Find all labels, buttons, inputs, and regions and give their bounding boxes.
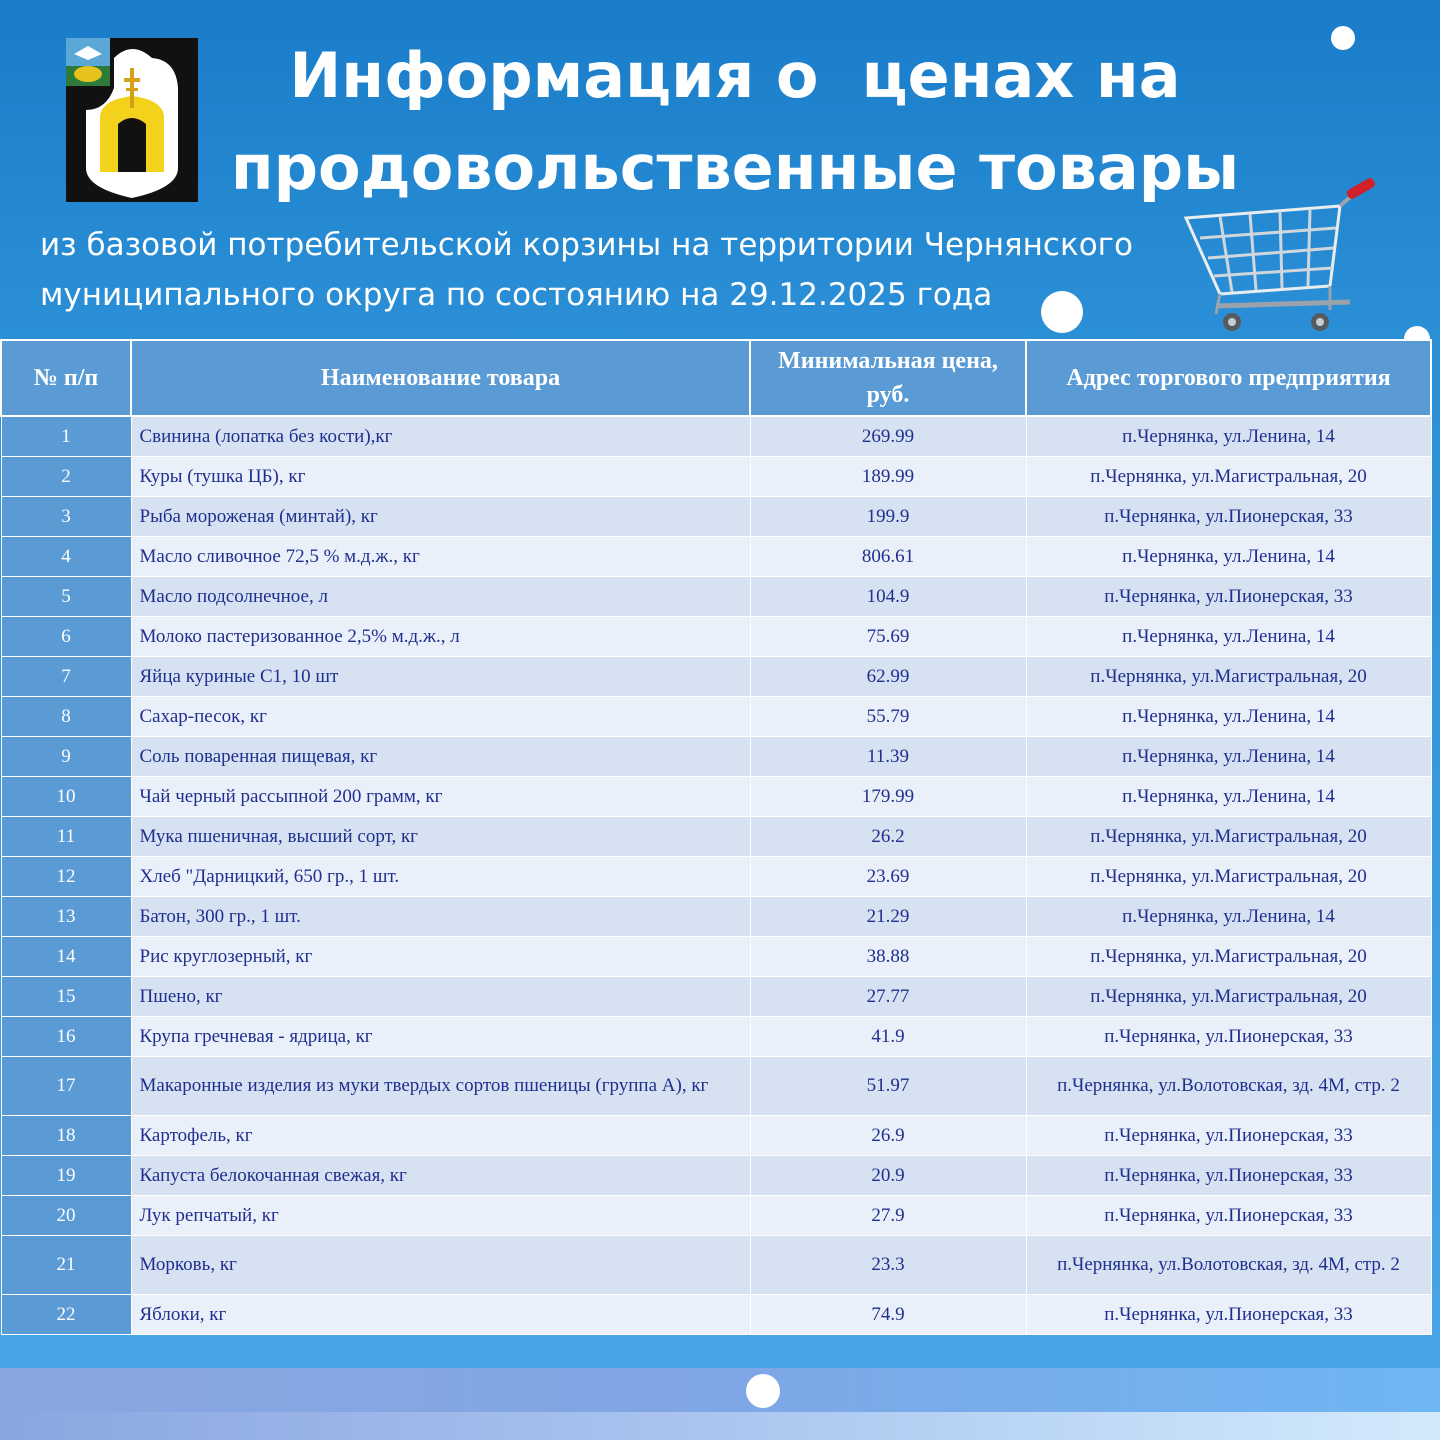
table-row (1, 537, 1431, 577)
product-name: Лук репчатый, кг (131, 1196, 750, 1236)
table-row (1, 497, 1431, 537)
min-price: 20.9 (750, 1156, 1026, 1196)
product-name: Морковь, кг (131, 1236, 750, 1295)
table-header-row (1, 340, 1431, 416)
min-price: 806.61 (750, 537, 1026, 577)
row-number: 15 (1, 977, 131, 1017)
store-address: п.Чернянка, ул.Ленина, 14 (1026, 416, 1431, 457)
header-store-address: Адрес торгового предприятия (1026, 340, 1431, 416)
product-name: Хлеб "Дарницкий, 650 гр., 1 шт. (131, 857, 750, 897)
row-number: 2 (1, 457, 131, 497)
row-number: 17 (1, 1057, 131, 1116)
product-name: Масло сливочное 72,5 % м.д.ж., кг (131, 537, 750, 577)
product-name: Свинина (лопатка без кости),кг (131, 416, 750, 457)
table-row (1, 1017, 1431, 1057)
row-number: 18 (1, 1116, 131, 1156)
row-number: 14 (1, 937, 131, 977)
row-number: 9 (1, 737, 131, 777)
table-row (1, 697, 1431, 737)
min-price: 62.99 (750, 657, 1026, 697)
store-address: п.Чернянка, ул.Ленина, 14 (1026, 697, 1431, 737)
product-name: Куры (тушка ЦБ), кг (131, 457, 750, 497)
product-name: Сахар-песок, кг (131, 697, 750, 737)
row-number: 11 (1, 817, 131, 857)
store-address: п.Чернянка, ул.Ленина, 14 (1026, 537, 1431, 577)
table-row (1, 1156, 1431, 1196)
table-row (1, 937, 1431, 977)
product-name: Рыба мороженая (минтай), кг (131, 497, 750, 537)
min-price: 21.29 (750, 897, 1026, 937)
row-number: 22 (1, 1295, 131, 1335)
product-name: Рис круглозерный, кг (131, 937, 750, 977)
bottom-fade (0, 1412, 1440, 1440)
product-name: Крупа гречневая - ядрица, кг (131, 1017, 750, 1057)
decor-dot-top-right (1331, 26, 1355, 50)
row-number: 12 (1, 857, 131, 897)
row-number: 1 (1, 416, 131, 457)
product-name: Яблоки, кг (131, 1295, 750, 1335)
min-price: 104.9 (750, 577, 1026, 617)
product-name: Молоко пастеризованное 2,5% м.д.ж., л (131, 617, 750, 657)
prices-table (0, 339, 1432, 1335)
min-price: 41.9 (750, 1017, 1026, 1057)
table-row (1, 977, 1431, 1017)
min-price: 27.9 (750, 1196, 1026, 1236)
table-row (1, 737, 1431, 777)
min-price: 179.99 (750, 777, 1026, 817)
row-number: 19 (1, 1156, 131, 1196)
store-address: п.Чернянка, ул.Пионерская, 33 (1026, 1295, 1431, 1335)
min-price: 26.2 (750, 817, 1026, 857)
store-address: п.Чернянка, ул.Пионерская, 33 (1026, 577, 1431, 617)
store-address: п.Чернянка, ул.Ленина, 14 (1026, 737, 1431, 777)
min-price: 269.99 (750, 416, 1026, 457)
store-address: п.Чернянка, ул.Волотовская, зд. 4М, стр. 2 (1026, 1236, 1431, 1295)
store-address: п.Чернянка, ул.Волотовская, зд. 4М, стр. 2 (1026, 1057, 1431, 1116)
min-price: 75.69 (750, 617, 1026, 657)
product-name: Батон, 300 гр., 1 шт. (131, 897, 750, 937)
table-row (1, 1236, 1431, 1295)
store-address: п.Чернянка, ул.Магистральная, 20 (1026, 817, 1431, 857)
row-number: 10 (1, 777, 131, 817)
store-address: п.Чернянка, ул.Магистральная, 20 (1026, 977, 1431, 1017)
store-address: п.Чернянка, ул.Магистральная, 20 (1026, 657, 1431, 697)
row-number: 8 (1, 697, 131, 737)
min-price: 27.77 (750, 977, 1026, 1017)
min-price: 23.69 (750, 857, 1026, 897)
header-number: № п/п (1, 340, 131, 416)
table-row (1, 617, 1431, 657)
header-min-price: Минимальная цена, руб. (750, 340, 1026, 416)
store-address: п.Чернянка, ул.Магистральная, 20 (1026, 857, 1431, 897)
title-line-1: Информация о ценах на (289, 39, 1181, 112)
min-price: 26.9 (750, 1116, 1026, 1156)
min-price: 38.88 (750, 937, 1026, 977)
page-title (230, 30, 1240, 214)
table-row (1, 657, 1431, 697)
row-number: 13 (1, 897, 131, 937)
product-name: Пшено, кг (131, 977, 750, 1017)
table-row (1, 897, 1431, 937)
title-line-2: продовольственные товары (230, 131, 1240, 204)
subtitle-line-2: муниципального округа по состоянию на 29.12.2025 года (40, 277, 993, 313)
district-coat-of-arms-icon (66, 38, 198, 202)
row-number: 21 (1, 1236, 131, 1295)
store-address: п.Чернянка, ул.Магистральная, 20 (1026, 937, 1431, 977)
table-row (1, 817, 1431, 857)
product-name: Чай черный рассыпной 200 грамм, кг (131, 777, 750, 817)
store-address: п.Чернянка, ул.Пионерская, 33 (1026, 497, 1431, 537)
store-address: п.Чернянка, ул.Ленина, 14 (1026, 897, 1431, 937)
min-price: 55.79 (750, 697, 1026, 737)
store-address: п.Чернянка, ул.Магистральная, 20 (1026, 457, 1431, 497)
store-address: п.Чернянка, ул.Пионерская, 33 (1026, 1017, 1431, 1057)
product-name: Соль поваренная пищевая, кг (131, 737, 750, 777)
product-name: Мука пшеничная, высший сорт, кг (131, 817, 750, 857)
table-row (1, 1295, 1431, 1335)
min-price: 199.9 (750, 497, 1026, 537)
product-name: Макаронные изделия из муки твердых сортов пшеницы (группа А), кг (131, 1057, 750, 1116)
product-name: Картофель, кг (131, 1116, 750, 1156)
min-price: 11.39 (750, 737, 1026, 777)
min-price: 74.9 (750, 1295, 1026, 1335)
row-number: 4 (1, 537, 131, 577)
table-row (1, 1116, 1431, 1156)
table-row (1, 777, 1431, 817)
row-number: 6 (1, 617, 131, 657)
header-product-name: Наименование товара (131, 340, 750, 416)
store-address: п.Чернянка, ул.Пионерская, 33 (1026, 1156, 1431, 1196)
table-row (1, 457, 1431, 497)
store-address: п.Чернянка, ул.Ленина, 14 (1026, 777, 1431, 817)
subtitle-line-1: из базовой потребительской корзины на территории Чернянского (40, 227, 1133, 263)
table-row (1, 1196, 1431, 1236)
table-row (1, 1057, 1431, 1116)
row-number: 3 (1, 497, 131, 537)
shopping-cart-icon (1180, 178, 1380, 338)
row-number: 20 (1, 1196, 131, 1236)
decor-dot-bottom (746, 1374, 780, 1408)
store-address: п.Чернянка, ул.Пионерская, 33 (1026, 1196, 1431, 1236)
min-price: 23.3 (750, 1236, 1026, 1295)
store-address: п.Чернянка, ул.Ленина, 14 (1026, 617, 1431, 657)
product-name: Яйца куриные С1, 10 шт (131, 657, 750, 697)
page-subtitle (40, 220, 1160, 320)
table-row (1, 577, 1431, 617)
product-name: Капуста белокочанная свежая, кг (131, 1156, 750, 1196)
row-number: 16 (1, 1017, 131, 1057)
row-number: 7 (1, 657, 131, 697)
min-price: 51.97 (750, 1057, 1026, 1116)
table-row (1, 857, 1431, 897)
store-address: п.Чернянка, ул.Пионерская, 33 (1026, 1116, 1431, 1156)
min-price: 189.99 (750, 457, 1026, 497)
table-row (1, 416, 1431, 457)
product-name: Масло подсолнечное, л (131, 577, 750, 617)
row-number: 5 (1, 577, 131, 617)
